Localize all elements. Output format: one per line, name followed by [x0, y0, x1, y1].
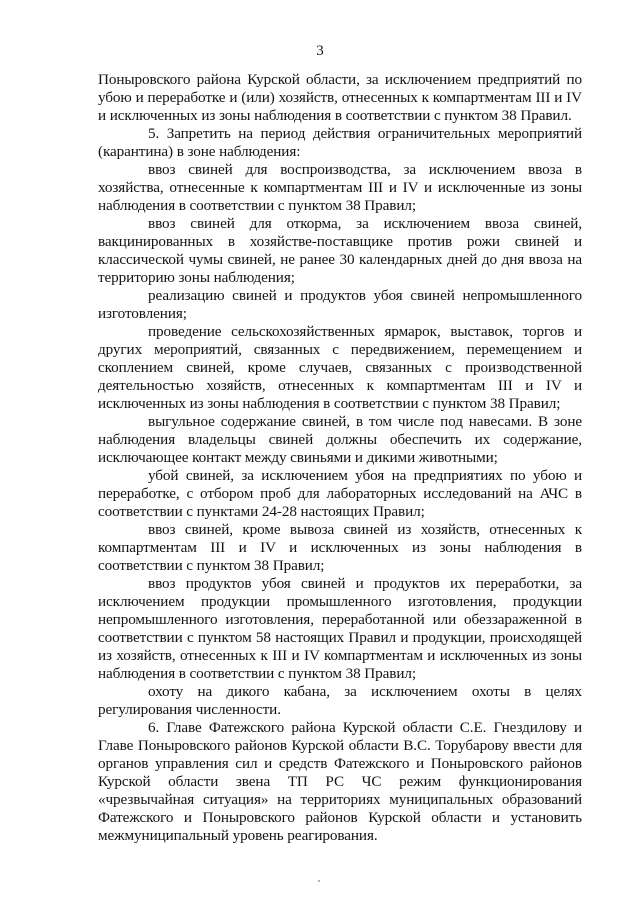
list-item-fairs-exhibitions: проведение сельскохозяйственных ярмарок, выставок, торгов и других мероприятий, связанных с передвижением, перемещением и скоплением свиней, кроме случаев, связанных с производственной деятельностью хозяйств, отнесенных к компартментам III и IV и исключенных из зоны наблюдения в соответствии с пунктом 38 Правил; — [98, 323, 582, 412]
paragraph-item-5: 5. Запретить на период действия ограничительных мероприятий (карантина) в зоне наблюдения: — [98, 125, 582, 160]
paragraph-item-6: 6. Главе Фатежского района Курской области С.Е. Гнездилову и Главе Поныровского районов Курской области В.С. Торубарову ввести для органов управления сил и средств Фатежского и Поныровского районов Курской области звена ТП РС ЧС режим функционирования «чрезвычайная ситуация» на территориях муниципальных образований Фатежского и Поныровского районов Курской области и установить межмуниципальный уровень реагирования. — [98, 719, 582, 844]
list-item-pig-import: ввоз свиней, кроме вывоза свиней из хозяйств, отнесенных к компартментам III и IV и исключенных из зоны наблюдения в соответствии с пунктом 38 Правил; — [98, 521, 582, 574]
paragraph-continuation: Поныровского района Курской области, за исключением предприятий по убою и переработке и (или) хозяйств, отнесенных к компартментам III и IV и исключенных из зоны наблюдения в соответствии с пунктом 38 Правил. — [98, 71, 582, 124]
list-item-sale-products: реализацию свиней и продуктов убоя свиней непромышленного изготовления; — [98, 287, 582, 322]
list-item-boar-hunting: охоту на дикого кабана, за исключением охоты в целях регулирования численности. — [98, 683, 582, 718]
page-number: 3 — [316, 43, 324, 59]
scan-artifact-dot — [318, 880, 320, 882]
list-item-outdoor-keeping: выгульное содержание свиней, в том числе под навесами. В зоне наблюдения владельцы свиней должны обеспечить их содержание, исключающее контакт между свиньями и дикими животными; — [98, 413, 582, 466]
document-body — [98, 71, 582, 845]
list-item-products-import: ввоз продуктов убоя свиней и продуктов их переработки, за исключением продукции промышленного изготовления, продукции непромышленного изготовления, переработанной или обеззараженной в соответствии с пунктом 58 настоящих Правил и продукции, происходящей из хозяйств, отнесенных к III и IV компартментам и исключенных из зоны наблюдения в соответствии с пунктом 38 Правил; — [98, 575, 582, 682]
list-item-fattening-import: ввоз свиней для откорма, за исключением ввоза свиней, вакцинированных в хозяйстве-поставщике против рожи свиней и классической чумы свиней, не ранее 30 календарных дней до дня ввоза на территорию зоны наблюдения; — [98, 215, 582, 286]
list-item-slaughter: убой свиней, за исключением убоя на предприятиях по убою и переработке, с отбором проб для лабораторных исследований на АЧС в соответствии с пунктами 24-28 настоящих Правил; — [98, 467, 582, 520]
list-item-breeding-import: ввоз свиней для воспроизводства, за исключением ввоза в хозяйства, отнесенные к компартментам III и IV и исключенные из зоны наблюдения в соответствии с пунктом 38 Правил; — [98, 161, 582, 214]
